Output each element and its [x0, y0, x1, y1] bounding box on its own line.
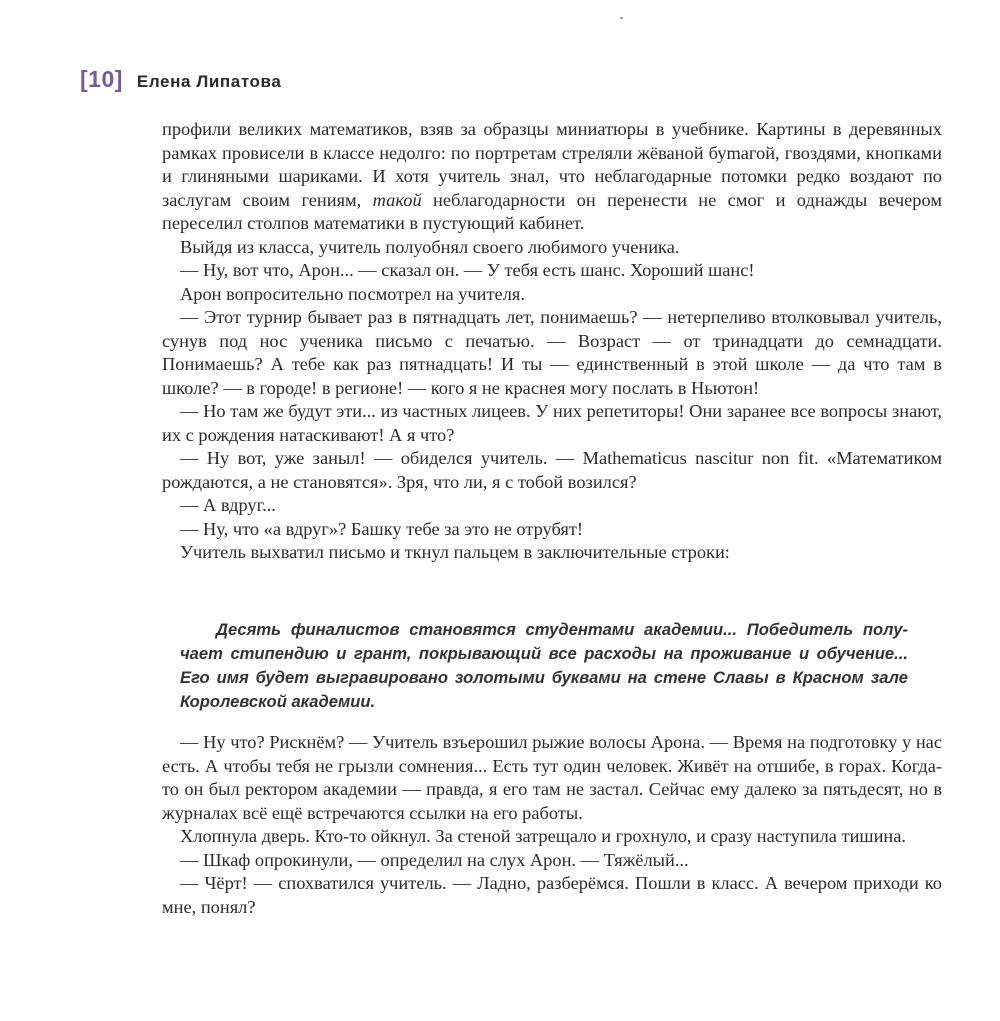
paragraph-1: [162, 118, 942, 236]
author-name: Елена Липатова: [136, 72, 282, 91]
paragraph-5: — Этот турнир бывает раз в пятнадцать лет, понимаешь? — нетерпеливо втолковывал учитель, сунув под нос ученика письмо с печатью. — Возраст — от тринадцати до семнадцати. Понимаешь? А тебе как раз пятнадцать! И ты — единственный в этой школе — да что там в школе? — в городе! в регионе! — кого я не краснея могу послать в Ньютон!: [162, 307, 942, 398]
letter-quote: Десять финалистов становятся студентами академии... Победитель получает стипендию и грант, покрывающий все расходы на проживание и обучение... Его имя будет выгравировано золотыми буквами на стене Славы в Красном зале Королевской академии.: [180, 620, 908, 711]
paragraph-10: Учитель выхватил письмо и ткнул пальцем в заключительные строки:: [180, 542, 730, 562]
paragraph-14: — Чёрт! — спохватился учитель. — Ладно, разберёмся. Пошли в класс. А вечером приходи ко мне, понял?: [162, 873, 942, 917]
body-text-bottom: [162, 731, 942, 919]
page-number: [10]: [80, 66, 123, 92]
paragraph-6: — Но там же будут эти... из частных лицеев. У них репетиторы! Они заранее все вопросы знают, их с рождения натаскивают! А я что?: [162, 401, 942, 445]
paragraph-1-emphasis: такой: [372, 189, 422, 210]
paragraph-1-start: профили великих математиков, взяв за образцы миниатюры в учебнике. Картины в деревянных рамках провисели в классе недолго: по портретам стреляли жёваной буmагой, гвоздями, кнопками и глиняными шариками. И хотя учитель знал, что неблагодарные потомки редко воздают по заслугам своим гениям,: [162, 119, 942, 210]
paragraph-2: Выйдя из класса, учитель полуобнял своего любимого ученика.: [180, 236, 680, 257]
paragraph-8: — А вдруг...: [180, 495, 276, 515]
paragraph-11: — Ну что? Рискнём? — Учитель взъерошил рыжие волосы Арона. — Время на подготовку у нас есть. А чтобы тебя не грызли сомнения... Есть тут один человек. Живёт на отшибе, в горах. Когда-то он был ректором академии — правда, я его там не застал. Сейчас ему далеко за пятьдесят, но в журналах всё ещё встречаются ссылки на его работы.: [162, 732, 942, 823]
paper-speck: [620, 17, 623, 19]
paragraph-3: — Ну, вот что, Арон... — сказал он. — У тебя есть шанс. Хороший шанс!: [180, 260, 755, 280]
paragraph-12: Хлопнула дверь. Кто-то ойкнул. За стеной затрещало и грохнуло, и сразу наступила тишина.: [180, 826, 907, 846]
body-text-top: [162, 118, 942, 565]
paragraph-9: — Ну, что «а вдруг»? Башку тебе за это не отрубят!: [180, 518, 584, 539]
paragraph-7: — Ну вот, уже заныл! — обиделся учитель. — Mathematicus nascitur non fit. «Математиком рождаются, а не становятся». Зря, что ли, я с тобой возился?: [162, 448, 942, 492]
paragraph-13: — Шкаф опрокинули, — определил на слух Арон. — Тяжёлый...: [180, 849, 689, 870]
paragraph-4: Арон вопросительно посмотрел на учителя.: [180, 283, 525, 304]
paragraph-1-end: неблагодарности он перенести не смог и однажды вечером переселил столпов математики в пустующий кабинет.: [162, 189, 942, 233]
running-header: [80, 66, 281, 93]
